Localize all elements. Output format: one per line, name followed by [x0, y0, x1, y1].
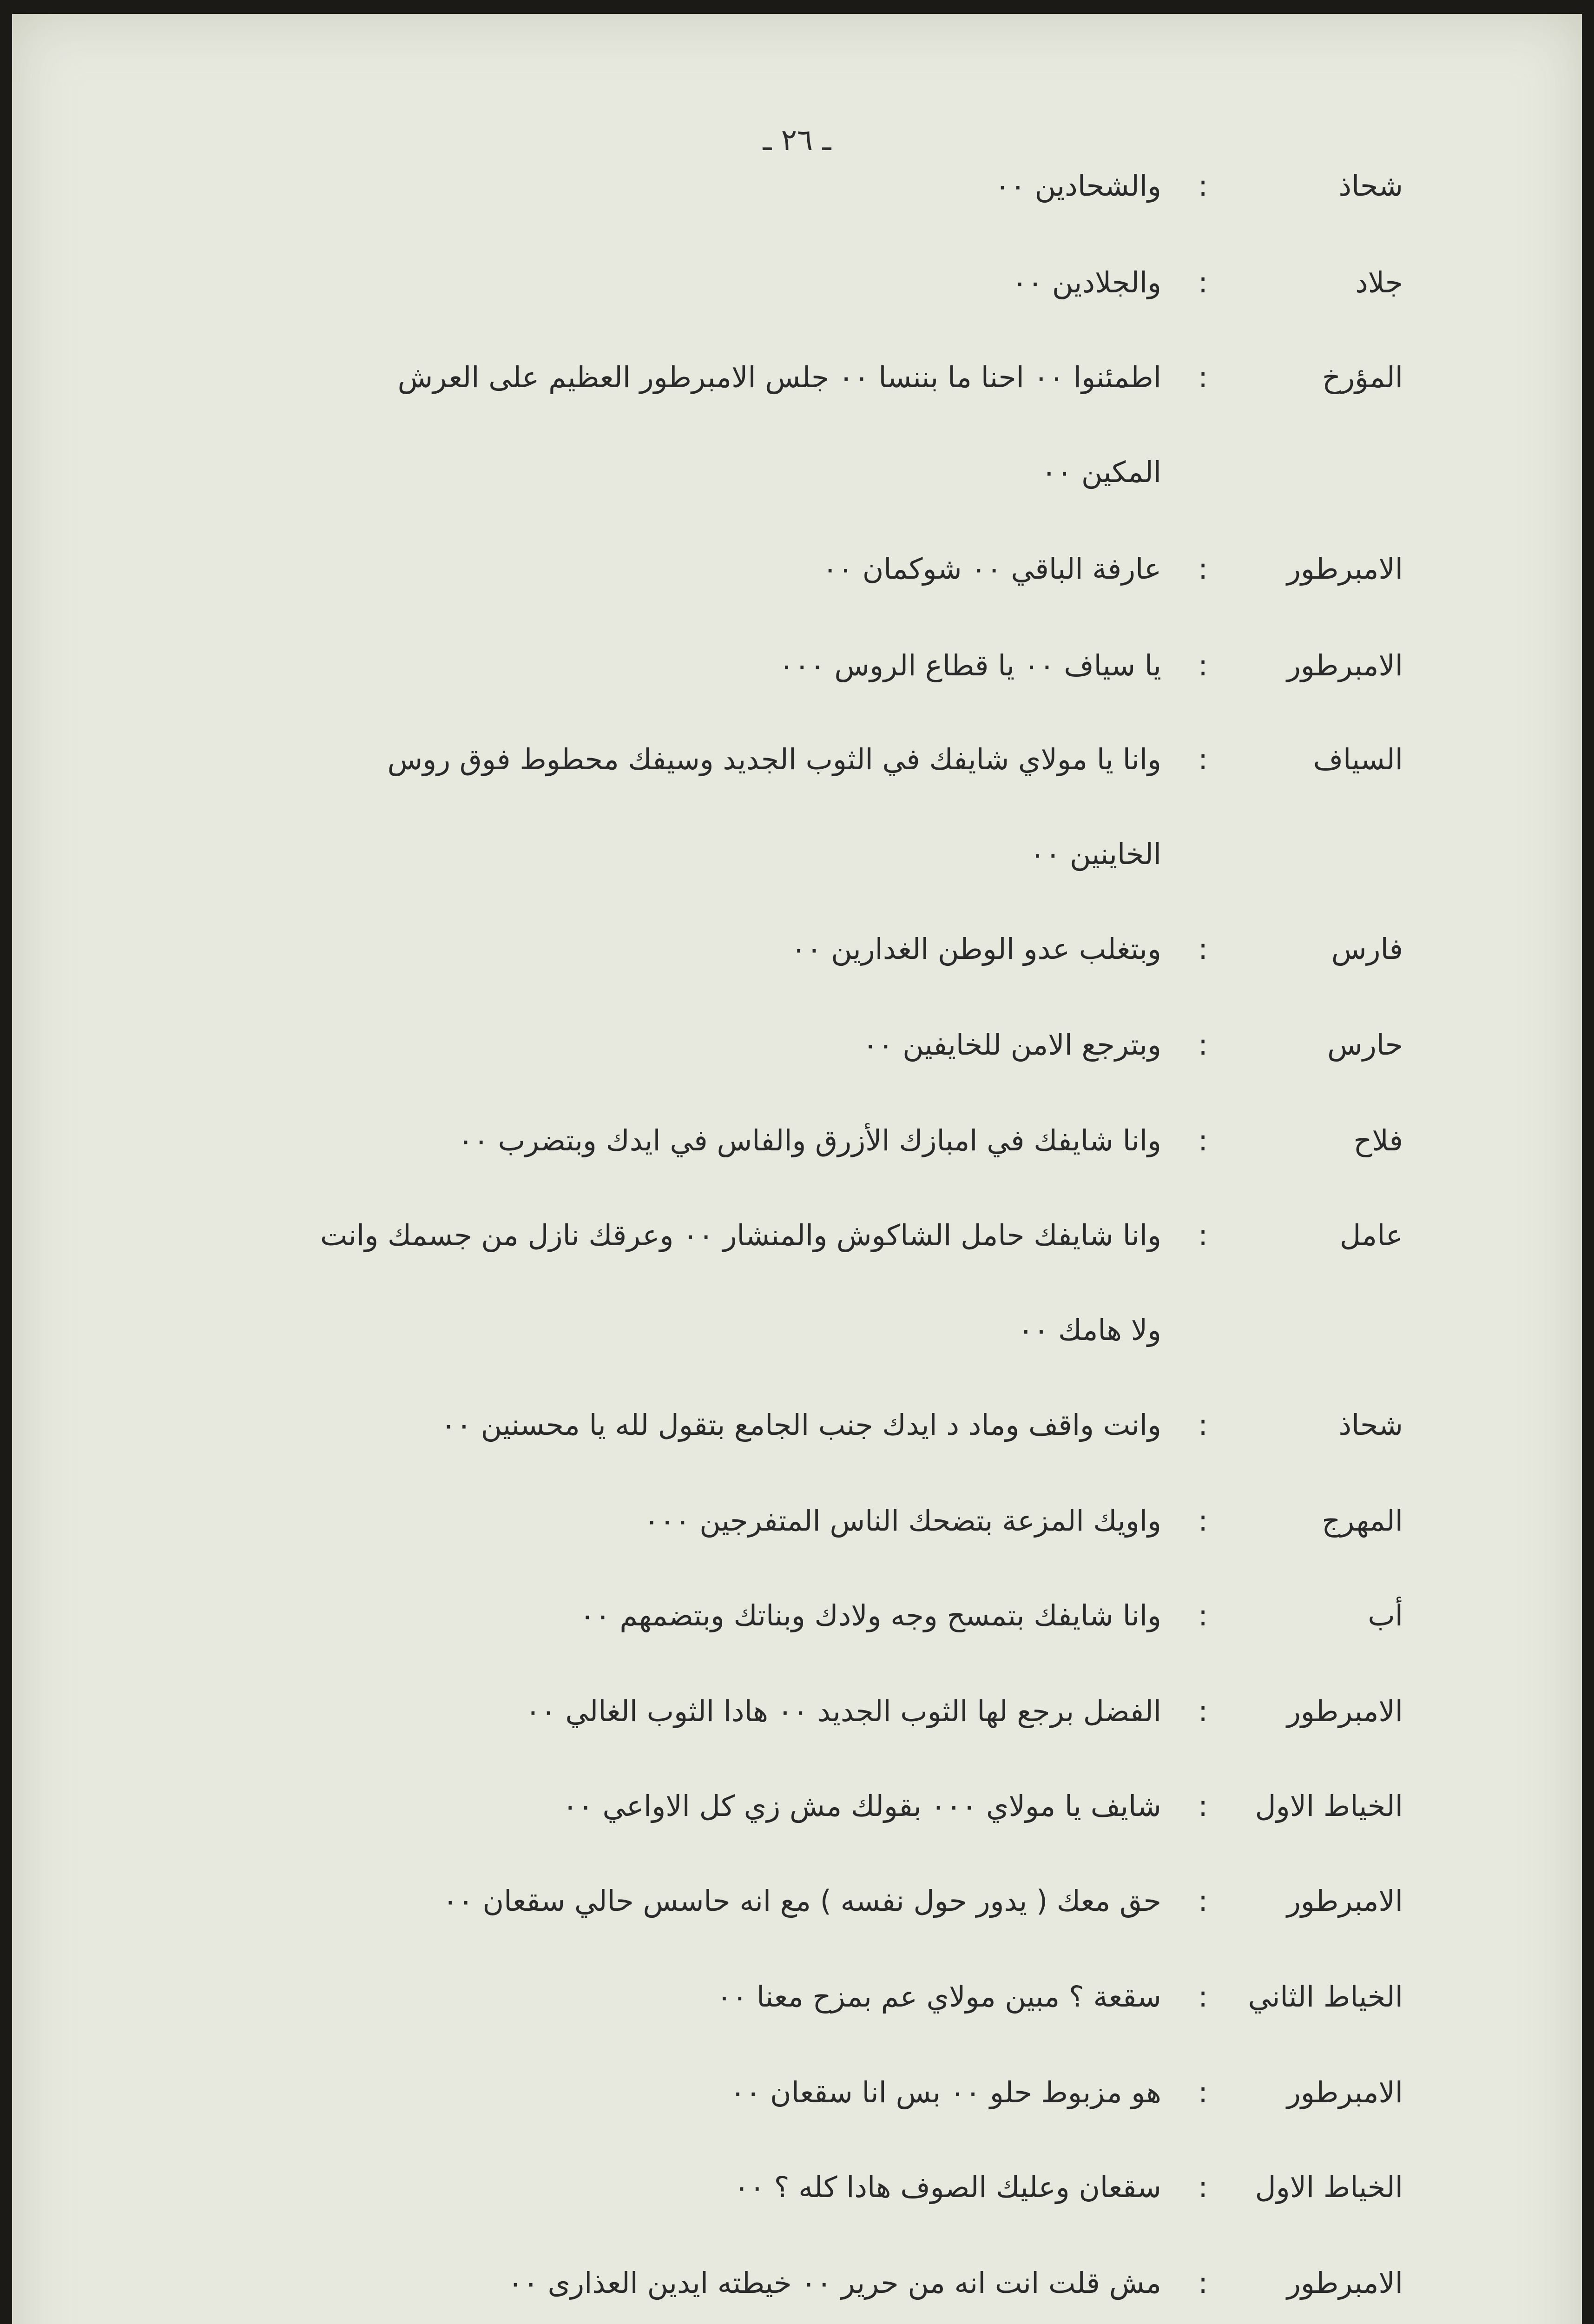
- speaker-colon: :: [1198, 552, 1208, 586]
- dialogue-line: [12, 1208, 1582, 1263]
- speech-text: شايف يا مولاي ٠٠٠ بقولك مش زي كل الاواعي ٠٠: [562, 1789, 1161, 1823]
- speech-text: وانت واقف وماد د ايدك جنب الجامع بتقول لله يا محسنين ٠٠: [441, 1408, 1161, 1442]
- speaker-name: أب: [1368, 1598, 1403, 1632]
- speaker-name: الامبرطور: [1286, 1884, 1403, 1918]
- speaker-colon: :: [1198, 1504, 1208, 1538]
- speaker-colon: :: [1198, 2075, 1208, 2109]
- speaker-name: شحاذ: [1338, 169, 1403, 203]
- dialogue-line: [12, 444, 1582, 500]
- speaker-name: الخياط الاول: [1255, 2170, 1403, 2204]
- speaker-name: المؤرخ: [1322, 360, 1403, 394]
- speech-text: والشحادين ٠٠: [995, 169, 1161, 203]
- speaker-colon: :: [1198, 1408, 1208, 1442]
- dialogue-line: [12, 921, 1582, 977]
- speaker-name: المهرج: [1322, 1504, 1403, 1538]
- speech-text: يا سياف ٠٠ يا قطاع الروس ٠٠٠: [778, 648, 1161, 682]
- speech-text: اطمئنوا ٠٠ احنا ما بننسا ٠٠ جلس الامبرطور العظيم على العرش: [397, 360, 1161, 394]
- dialogue-line: [12, 1778, 1582, 1834]
- speaker-colon: :: [1198, 1598, 1208, 1632]
- speaker-colon: :: [1198, 1218, 1208, 1252]
- speaker-colon: :: [1198, 742, 1208, 776]
- speaker-colon: :: [1198, 360, 1208, 394]
- speech-text: عارفة الباقي ٠٠ شوكمان ٠٠: [822, 552, 1161, 586]
- speaker-name: عامل: [1339, 1218, 1403, 1252]
- dialogue-line: [12, 350, 1582, 405]
- dialogue-line: [12, 1969, 1582, 2025]
- dialogue-line: [12, 2065, 1582, 2120]
- speech-text: وانا يا مولاي شايفك في الثوب الجديد وسيفك محطوط فوق روس: [387, 742, 1161, 776]
- speaker-name: الخياط الاول: [1255, 1789, 1403, 1823]
- speaker-name: الامبرطور: [1286, 552, 1403, 586]
- speech-text: وانا شايفك حامل الشاكوش والمنشار ٠٠ وعرقك نازل من جسمك وانت: [320, 1218, 1161, 1252]
- dialogue-line: [12, 1397, 1582, 1453]
- speech-text: وانا شايفك بتمسح وجه ولادك وبناتك وبتضمهم ٠٠: [580, 1598, 1161, 1632]
- speaker-colon: :: [1198, 1694, 1208, 1728]
- speech-text: مش قلت انت انه من حرير ٠٠ خيطته ايدين العذارى ٠٠: [507, 2266, 1161, 2300]
- dialogue-line: [12, 2159, 1582, 2215]
- speaker-colon: :: [1198, 1789, 1208, 1823]
- speaker-name: شحاذ: [1338, 1408, 1403, 1442]
- dialogue-line: [12, 826, 1582, 882]
- dialogue-line: [12, 1684, 1582, 1739]
- speaker-name: السياف: [1313, 742, 1403, 776]
- speech-text: حق معك ( يدور حول نفسه ) مع انه حاسس حالي سقعان ٠٠: [442, 1884, 1161, 1918]
- dialogue-line: [12, 2255, 1582, 2311]
- dialogue-line: [12, 1017, 1582, 1073]
- speaker-name: فلاح: [1353, 1123, 1403, 1157]
- speaker-name: حارس: [1327, 1028, 1403, 1062]
- speech-text: ولا هامك ٠٠: [1018, 1313, 1161, 1347]
- speaker-colon: :: [1198, 265, 1208, 299]
- speech-text: المكين ٠٠: [1041, 455, 1161, 489]
- dialogue-line: [12, 541, 1582, 597]
- speech-text: الفضل برجع لها الثوب الجديد ٠٠ هادا الثوب الغالي ٠٠: [525, 1694, 1161, 1728]
- speaker-colon: :: [1198, 648, 1208, 682]
- speaker-colon: :: [1198, 1123, 1208, 1157]
- dialogue-line: [12, 1588, 1582, 1644]
- speaker-name: الخياط الثاني: [1248, 1980, 1403, 2014]
- speaker-name: فارس: [1331, 932, 1403, 966]
- page-number: ـ ٢٦ ـ: [763, 123, 831, 158]
- typewritten-page: [12, 14, 1582, 2324]
- speaker-name: الامبرطور: [1286, 2075, 1403, 2109]
- speech-text: واويك المزعة بتضحك الناس المتفرجين ٠٠٠: [644, 1504, 1161, 1538]
- dialogue-line: [12, 1113, 1582, 1169]
- speaker-colon: :: [1198, 2170, 1208, 2204]
- speech-text: وبترجع الامن للخايفين ٠٠: [862, 1028, 1161, 1062]
- dialogue-line: [12, 158, 1582, 214]
- speech-text: سقعة ؟ مبين مولاي عم بمزح معنا ٠٠: [716, 1980, 1161, 2014]
- speech-text: وانا شايفك في امبازك الأزرق والفاس في ايدك وبتضرب ٠٠: [458, 1123, 1161, 1157]
- speaker-colon: :: [1198, 1028, 1208, 1062]
- dialogue-line: [12, 732, 1582, 787]
- speaker-colon: :: [1198, 1884, 1208, 1918]
- speaker-name: الامبرطور: [1286, 648, 1403, 682]
- speaker-name: جلاد: [1355, 265, 1403, 299]
- dialogue-line: [12, 1493, 1582, 1549]
- speech-text: والجلادين ٠٠: [1012, 265, 1161, 299]
- dialogue-line: [12, 638, 1582, 693]
- speaker-colon: :: [1198, 169, 1208, 203]
- dialogue-line: [12, 1873, 1582, 1929]
- speech-text: الخاينين ٠٠: [1029, 837, 1161, 871]
- speech-text: سقعان وعليك الصوف هادا كله ؟ ٠٠: [734, 2170, 1161, 2204]
- speaker-name: الامبرطور: [1286, 1694, 1403, 1728]
- speech-text: هو مزبوط حلو ٠٠ بس انا سقعان ٠٠: [730, 2075, 1161, 2109]
- speaker-colon: :: [1198, 1980, 1208, 2014]
- speaker-colon: :: [1198, 2266, 1208, 2300]
- dialogue-line: [12, 255, 1582, 310]
- speaker-name: الامبرطور: [1286, 2266, 1403, 2300]
- speech-text: وبتغلب عدو الوطن الغدارين ٠٠: [790, 932, 1161, 966]
- dialogue-line: [12, 1302, 1582, 1358]
- speaker-colon: :: [1198, 932, 1208, 966]
